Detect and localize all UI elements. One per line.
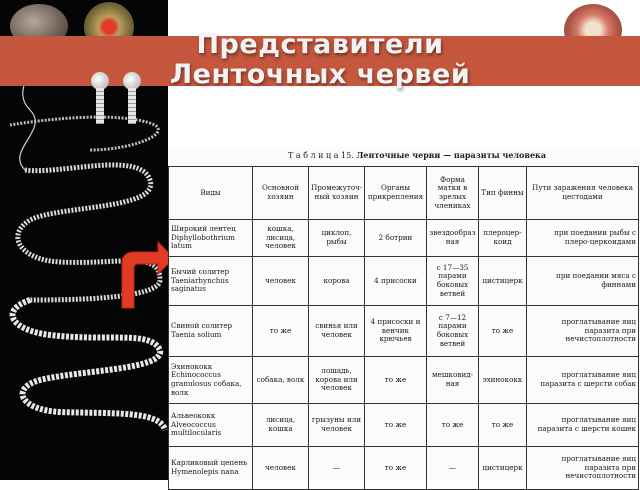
cell: цистицерк <box>479 257 527 306</box>
cell: собака, волк <box>253 357 309 404</box>
table-row <box>169 257 639 306</box>
cell: проглатывание яиц паразита при нечистоплотности <box>527 306 639 357</box>
cell: — <box>309 447 365 490</box>
cell: Бычий солитер Taeniarhynchus saginatus <box>169 257 253 306</box>
cell: корова <box>309 257 365 306</box>
cell: с 17—35 парами боковых ветвей <box>427 257 479 306</box>
cell: грызуны или человек <box>309 404 365 447</box>
cell: то же <box>253 306 309 357</box>
cell: то же <box>427 404 479 447</box>
cell: лисица, кошка <box>253 404 309 447</box>
header-main-host: Основной хозяин <box>253 167 309 220</box>
cell: Альвеококк Alveococcus multilocularis <box>169 404 253 447</box>
table-header-row <box>169 167 639 220</box>
header-attachment-organs: Органы прикрепления <box>365 167 427 220</box>
header-species: Виды <box>169 167 253 220</box>
cell: 4 присоски и венчик крючьев <box>365 306 427 357</box>
cell: цистицерк <box>479 447 527 490</box>
cell: человек <box>253 447 309 490</box>
table-row <box>169 306 639 357</box>
slide-title-line1: Представители <box>196 29 444 60</box>
header-finna-type: Тип финны <box>479 167 527 220</box>
scolex-image-left <box>88 72 112 124</box>
cell: с 7—12 парами боковых ветвей <box>427 306 479 357</box>
cell: лошадь, корова или человек <box>309 357 365 404</box>
cell: кошка, лисица, человек <box>253 220 309 257</box>
cell: мешковид-ная <box>427 357 479 404</box>
table-row <box>169 220 639 257</box>
cell: Широкий лентец Diphyllobothrium latum <box>169 220 253 257</box>
parasites-table-scan <box>168 148 640 480</box>
cell: циклоп, рыбы <box>309 220 365 257</box>
cell: плероцер-коид <box>479 220 527 257</box>
cell: Карликовый цепень Hymenolepis nana <box>169 447 253 490</box>
cell: проглатывание яиц паразита с шерсти кошек <box>527 404 639 447</box>
cell: эхинококк <box>479 357 527 404</box>
cell: при поедании мяса с финнами <box>527 257 639 306</box>
parasites-table <box>168 166 639 490</box>
table-row <box>169 357 639 404</box>
cell: человек <box>253 257 309 306</box>
cell: то же <box>479 306 527 357</box>
cell: то же <box>479 404 527 447</box>
cell: 4 присоски <box>365 257 427 306</box>
table-row <box>169 404 639 447</box>
cell: при поедании рыбы с плеро-церкоидами <box>527 220 639 257</box>
cell: проглатывание яиц паразита при нечистоплотности <box>527 447 639 490</box>
cell: 2 ботрии <box>365 220 427 257</box>
cell: проглатывание яиц паразита с шерсти собак <box>527 357 639 404</box>
cell: звездообраз ная <box>427 220 479 257</box>
header-uterus-form: Форма матки в зрелых члениках <box>427 167 479 220</box>
header-infection-routes: Пути заражения человека цестодами <box>527 167 639 220</box>
cell: — <box>427 447 479 490</box>
scolex-image-right <box>120 72 144 124</box>
cell: то же <box>365 447 427 490</box>
cell: Эхинококк Echinococcus granulosus собака, волк <box>169 357 253 404</box>
cell: Свиной солитер Taenia solium <box>169 306 253 357</box>
cell: то же <box>365 357 427 404</box>
table-caption: Т а б л и ц а 15. Ленточные черви — паразиты человека <box>288 150 546 160</box>
cell: свинья или человек <box>309 306 365 357</box>
cell: то же <box>365 404 427 447</box>
table-row <box>169 447 639 490</box>
header-intermediate-host: Промежуточ-ный хозяин <box>309 167 365 220</box>
slide-title-line2: Ленточных червей <box>169 59 471 90</box>
